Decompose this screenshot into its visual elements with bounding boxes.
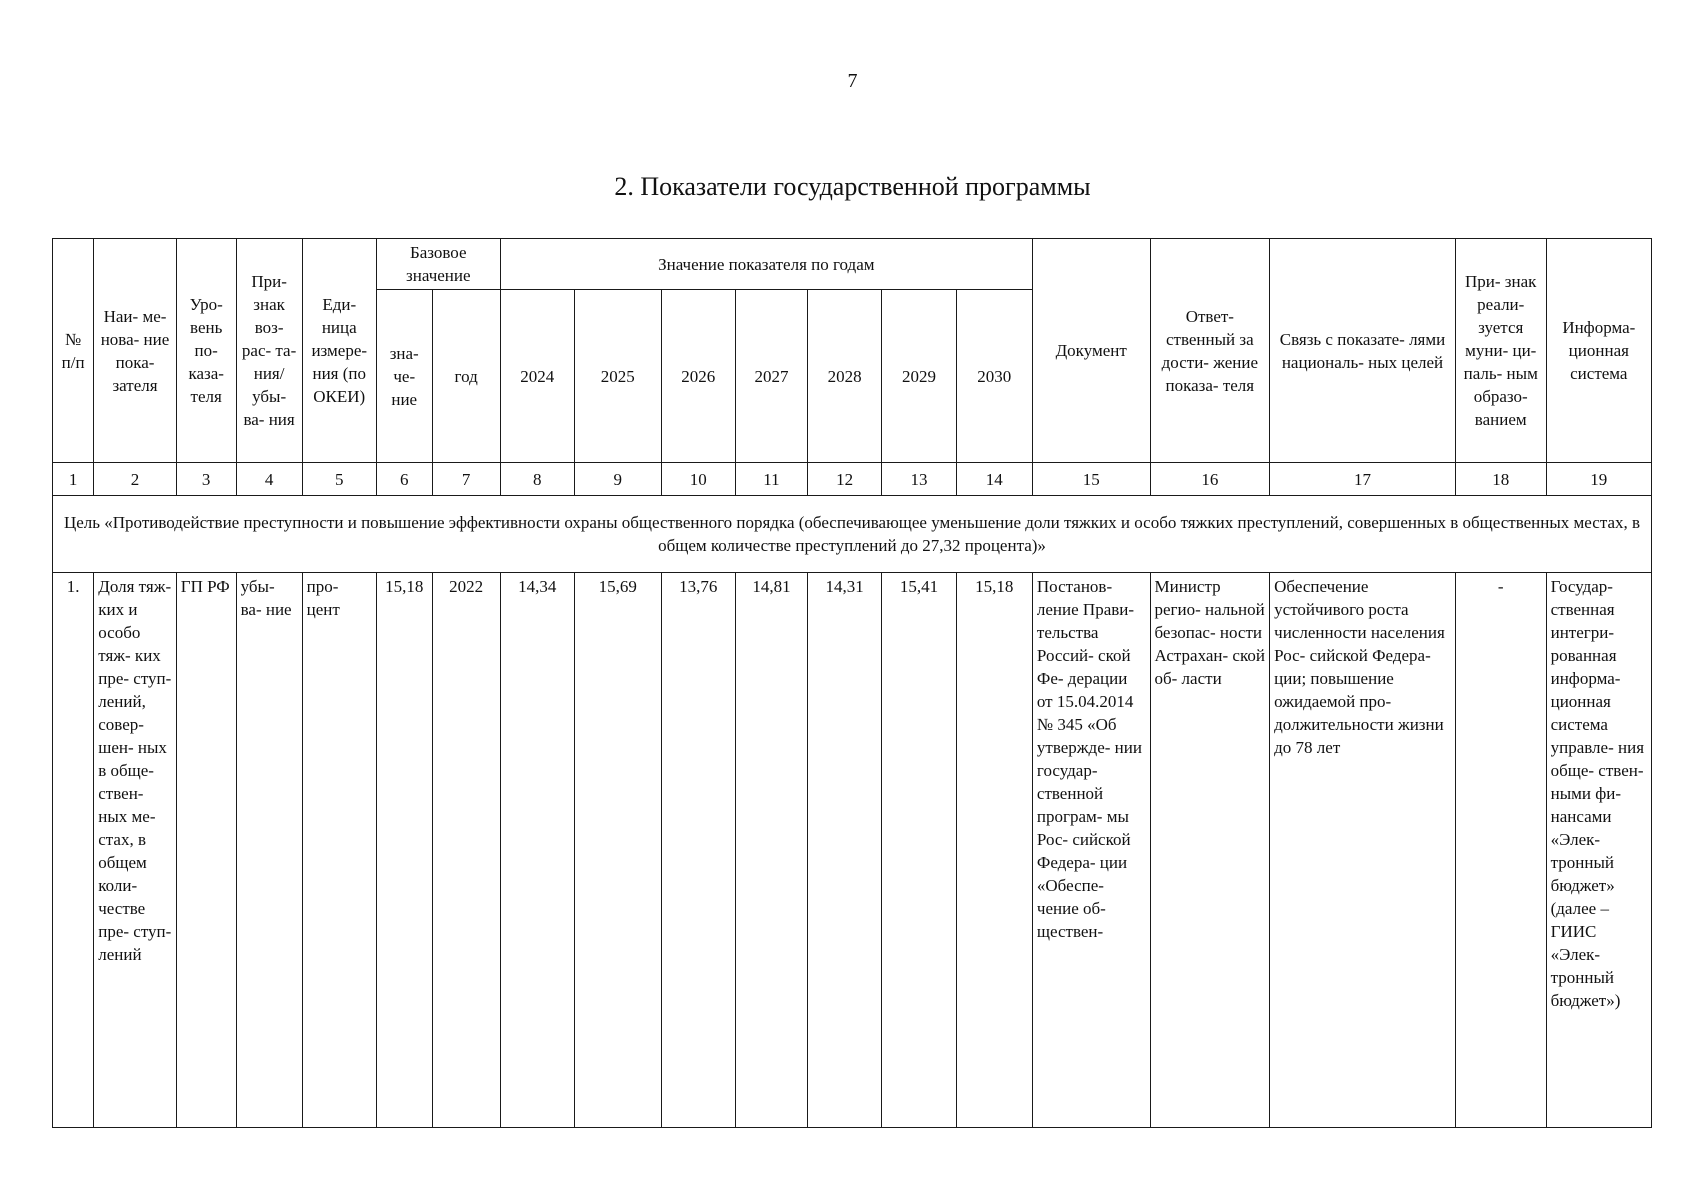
table-row <box>53 573 1652 1128</box>
header-level: Уро- вень по- каза- теля <box>176 239 236 463</box>
header-base-group: Базовое значение <box>376 239 500 290</box>
info-system-cell: Государ- ственная интегри- рованная информа- ционная система управле- ния обще- ствен- ными фи- нансами «Элек- тронный бюджет» (далее – ГИИС «Элек- тронный бюджет») <box>1546 573 1651 1128</box>
column-number: 13 <box>882 463 956 496</box>
header-document: Документ <box>1032 239 1150 463</box>
column-number: 4 <box>236 463 302 496</box>
header-year: 2024 <box>500 290 574 463</box>
header-base-year: год <box>432 290 500 463</box>
header-year: 2029 <box>882 290 956 463</box>
header-base-value: зна- че- ние <box>376 290 432 463</box>
header-year: 2028 <box>808 290 882 463</box>
indicator-level: ГП РФ <box>176 573 236 1128</box>
header-indicator-name: Наи- ме- нова- ние пока- зателя <box>94 239 177 463</box>
column-number: 17 <box>1270 463 1456 496</box>
column-number: 1 <box>53 463 94 496</box>
header-year: 2026 <box>661 290 735 463</box>
indicators-table <box>52 238 1652 1128</box>
column-number: 5 <box>302 463 376 496</box>
base-year: 2022 <box>432 573 500 1128</box>
header-years-group: Значение показателя по годам <box>500 239 1032 290</box>
page-number: 7 <box>847 70 858 92</box>
column-number: 6 <box>376 463 432 496</box>
year-value: 14,34 <box>500 573 574 1128</box>
goal-row <box>53 496 1652 573</box>
header-year: 2027 <box>735 290 807 463</box>
header-trend: При- знак воз- рас- та- ния/ убы- ва- ния <box>236 239 302 463</box>
column-number: 16 <box>1150 463 1270 496</box>
header-municipal: При- знак реали- зуется муни- ци- паль- ным образо- ванием <box>1455 239 1546 463</box>
row-number: 1. <box>53 573 94 1128</box>
indicator-trend: убы- ва- ние <box>236 573 302 1128</box>
header-unit: Еди- ница измере- ния (по ОКЕИ) <box>302 239 376 463</box>
header-responsible: Ответ- ственный за дости- жение показа- теля <box>1150 239 1270 463</box>
header-national-goals: Связь с показате- лями националь- ных целей <box>1270 239 1456 463</box>
page-title: 2. Показатели государственной программы <box>614 172 1091 201</box>
header-number: № п/п <box>53 239 94 463</box>
header-year: 2025 <box>574 290 661 463</box>
column-number: 8 <box>500 463 574 496</box>
column-number: 18 <box>1455 463 1546 496</box>
column-number: 11 <box>735 463 807 496</box>
column-number: 15 <box>1032 463 1150 496</box>
year-value: 14,31 <box>808 573 882 1128</box>
header-year: 2030 <box>956 290 1032 463</box>
national-goals-cell: Обеспечение устойчивого роста численности населения Рос- сийской Федера- ции; повышение ожидаемой про- должительности жизни до 78 лет <box>1270 573 1456 1128</box>
responsible-cell: Министр регио- нальной безопас- ности Астрахан- ской об- ласти <box>1150 573 1270 1128</box>
indicator-unit: про- цент <box>302 573 376 1128</box>
column-number: 12 <box>808 463 882 496</box>
year-value: 15,18 <box>956 573 1032 1128</box>
goal-text: Цель «Противодействие преступности и повышение эффективности охраны общественного порядка (обеспечивающее уменьшение доли тяжких и особо тяжких преступлений, совершенных в общественных местах, в общем количестве преступлений до 27,32 процента)» <box>53 496 1652 573</box>
column-number: 14 <box>956 463 1032 496</box>
column-number: 9 <box>574 463 661 496</box>
municipal-cell: - <box>1455 573 1546 1128</box>
year-value: 14,81 <box>735 573 807 1128</box>
header-info-system: Информа- ционная система <box>1546 239 1651 463</box>
column-number: 10 <box>661 463 735 496</box>
document-cell: Постанов- ление Прави- тельства Россий- ской Фе- дерации от 15.04.2014 № 345 «Об утвержде- нии государ- ственной програм- мы Рос- сийской Федера- ции «Обеспе- чение об- ществен- <box>1032 573 1150 1128</box>
base-value: 15,18 <box>376 573 432 1128</box>
column-number: 2 <box>94 463 177 496</box>
column-number: 3 <box>176 463 236 496</box>
year-value: 15,41 <box>882 573 956 1128</box>
header-row-1 <box>53 239 1652 290</box>
column-number: 7 <box>432 463 500 496</box>
column-number: 19 <box>1546 463 1651 496</box>
column-numbers-row <box>53 463 1652 496</box>
year-value: 15,69 <box>574 573 661 1128</box>
indicator-name: Доля тяж- ких и особо тяж- ких пре- ступ- лений, совер- шен- ных в обще- ствен- ных ме- стах, в общем коли- честве пре- ступ- лений <box>94 573 177 1128</box>
year-value: 13,76 <box>661 573 735 1128</box>
